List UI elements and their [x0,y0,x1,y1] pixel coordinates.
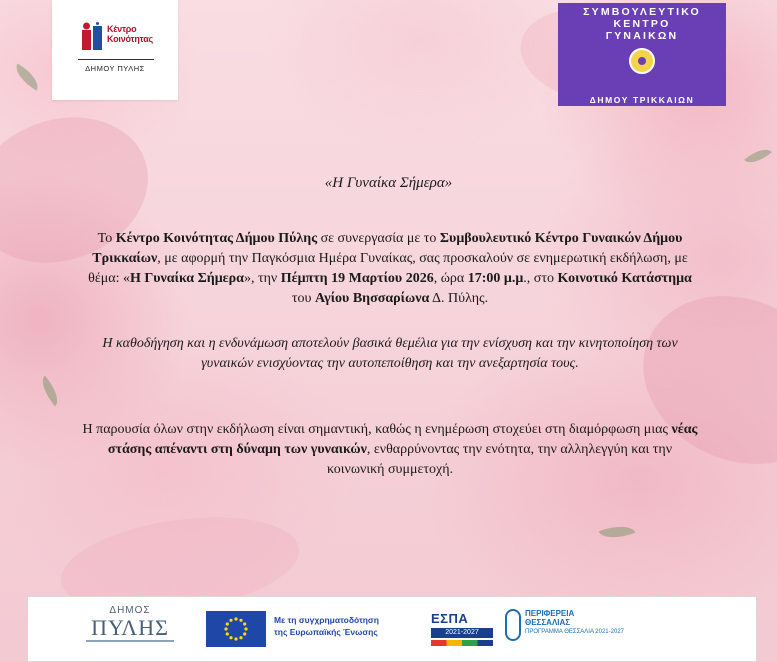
empowerment-paragraph: Η καθοδήγηση και η ενδυνάμωση αποτελούν βασικά θεμέλια για την ενίσχυση και την κινητοποίηση των γυναικών ενισχύοντας την αυτοπεποίθηση και την ανεξαρτησία τους. [102,336,678,371]
event-location: Αγίου Βησσαρίωνα [314,291,430,306]
women-counseling-center-logo [558,3,726,106]
logo-line1: ΣΥΜΒΟΥΛΕΥΤΙΚΟ [583,6,701,18]
logo-subtitle: ΔΗΜΟΥ ΠΥΛΗΣ [85,64,145,73]
region-line1: ΠΕΡΙΦΕΡΕΙΑ [525,609,575,618]
event-theme: Η Γυναίκα Σήμερα [129,271,244,286]
espa-logo [431,611,493,651]
espa-color-bar [431,640,493,646]
funding-logos-footer [27,596,757,662]
leaf-decoration [36,376,64,407]
text: σε συνεργασία με το [317,231,440,246]
logo-line2: ΚΕΝΤΡΟ [613,18,671,30]
pyli-logo-main: ΠΥΛΗΣ [86,616,174,642]
region-thessaly-icon [505,609,521,641]
kentro-koinotitas-logo [52,0,178,100]
invitation-paragraph [80,229,700,309]
seal-icon [629,48,655,74]
text: Η παρουσία όλων στην εκδήλωση είναι σημαντική, καθώς η ενημέρωση στοχεύει στη διαμόρφωση μιας [82,422,672,437]
region-line2: ΘΕΣΣΑΛΙΑΣ [525,618,571,627]
logo-bottom-text: ΔΗΜΟΥ ΤΡΙΚΚΑΙΩΝ [589,95,695,105]
eu-text-line1: Με τη συγχρηματοδότηση [274,615,379,625]
eu-flag-icon [206,611,266,647]
event-date: Πέμπτη 19 Μαρτίου 2026 [280,271,434,286]
leaf-decoration [599,520,636,545]
leaf-decoration [744,143,772,169]
text: , ενθαρρύνοντας την ενότητα, την αλληλεγγύη και την κοινωνική συμμετοχή. [326,442,673,477]
text: , με αφορμή την Παγκόσμια Ημέρα Γυναίκας, σας προσκαλούν σε ενημερωτική εκδήλωση, με θέμα: « [88,251,688,286]
espa-years: 2021-2027 [431,628,493,638]
highlight-text: νέας στάσης απέναντι στη δύναμη των γυναικών [107,422,698,457]
logo-line3: ΓΥΝΑΙΚΩΝ [605,30,679,42]
eu-cofunding-text [274,614,379,638]
text: του [291,291,315,306]
event-time: 17:00 μ.μ [467,271,524,286]
text: Δ. Πύλης. [429,291,489,306]
text: », την [243,271,281,286]
logo-name-line2: Κοινότητας [107,34,154,44]
event-title: «Η Γυναίκα Σήμερα» [324,175,453,191]
logo-divider [78,59,154,60]
region-thessaly-logo [525,609,624,636]
organizer-name: Κέντρο Κοινότητας Δήμου Πύλης [115,231,318,246]
region-program-text: ΠΡΟΓΡΑΜΜΑ ΘΕΣΣΑΛΙΑ 2021-2027 [525,629,624,635]
dimos-pylis-logo [80,601,180,653]
leaf-decoration [11,63,44,90]
eu-text-line2: της Ευρωπαϊκής Ένωσης [274,627,378,637]
community-center-icon [82,22,104,52]
pyli-logo-top: ΔΗΜΟΣ [109,605,151,616]
logo-name-line1: Κέντρο [107,24,137,34]
text: , ώρα [433,271,468,286]
espa-label: ΕΣΠΑ [431,611,469,626]
event-venue: Κοινοτικό Κατάστημα [557,271,692,286]
text: Το [97,231,116,246]
text: ., στο [523,271,558,286]
partner-name: Συμβουλευτικό Κέντρο Γυναικών Δήμου Τρικκαίων [92,231,683,266]
participation-paragraph [80,420,700,480]
